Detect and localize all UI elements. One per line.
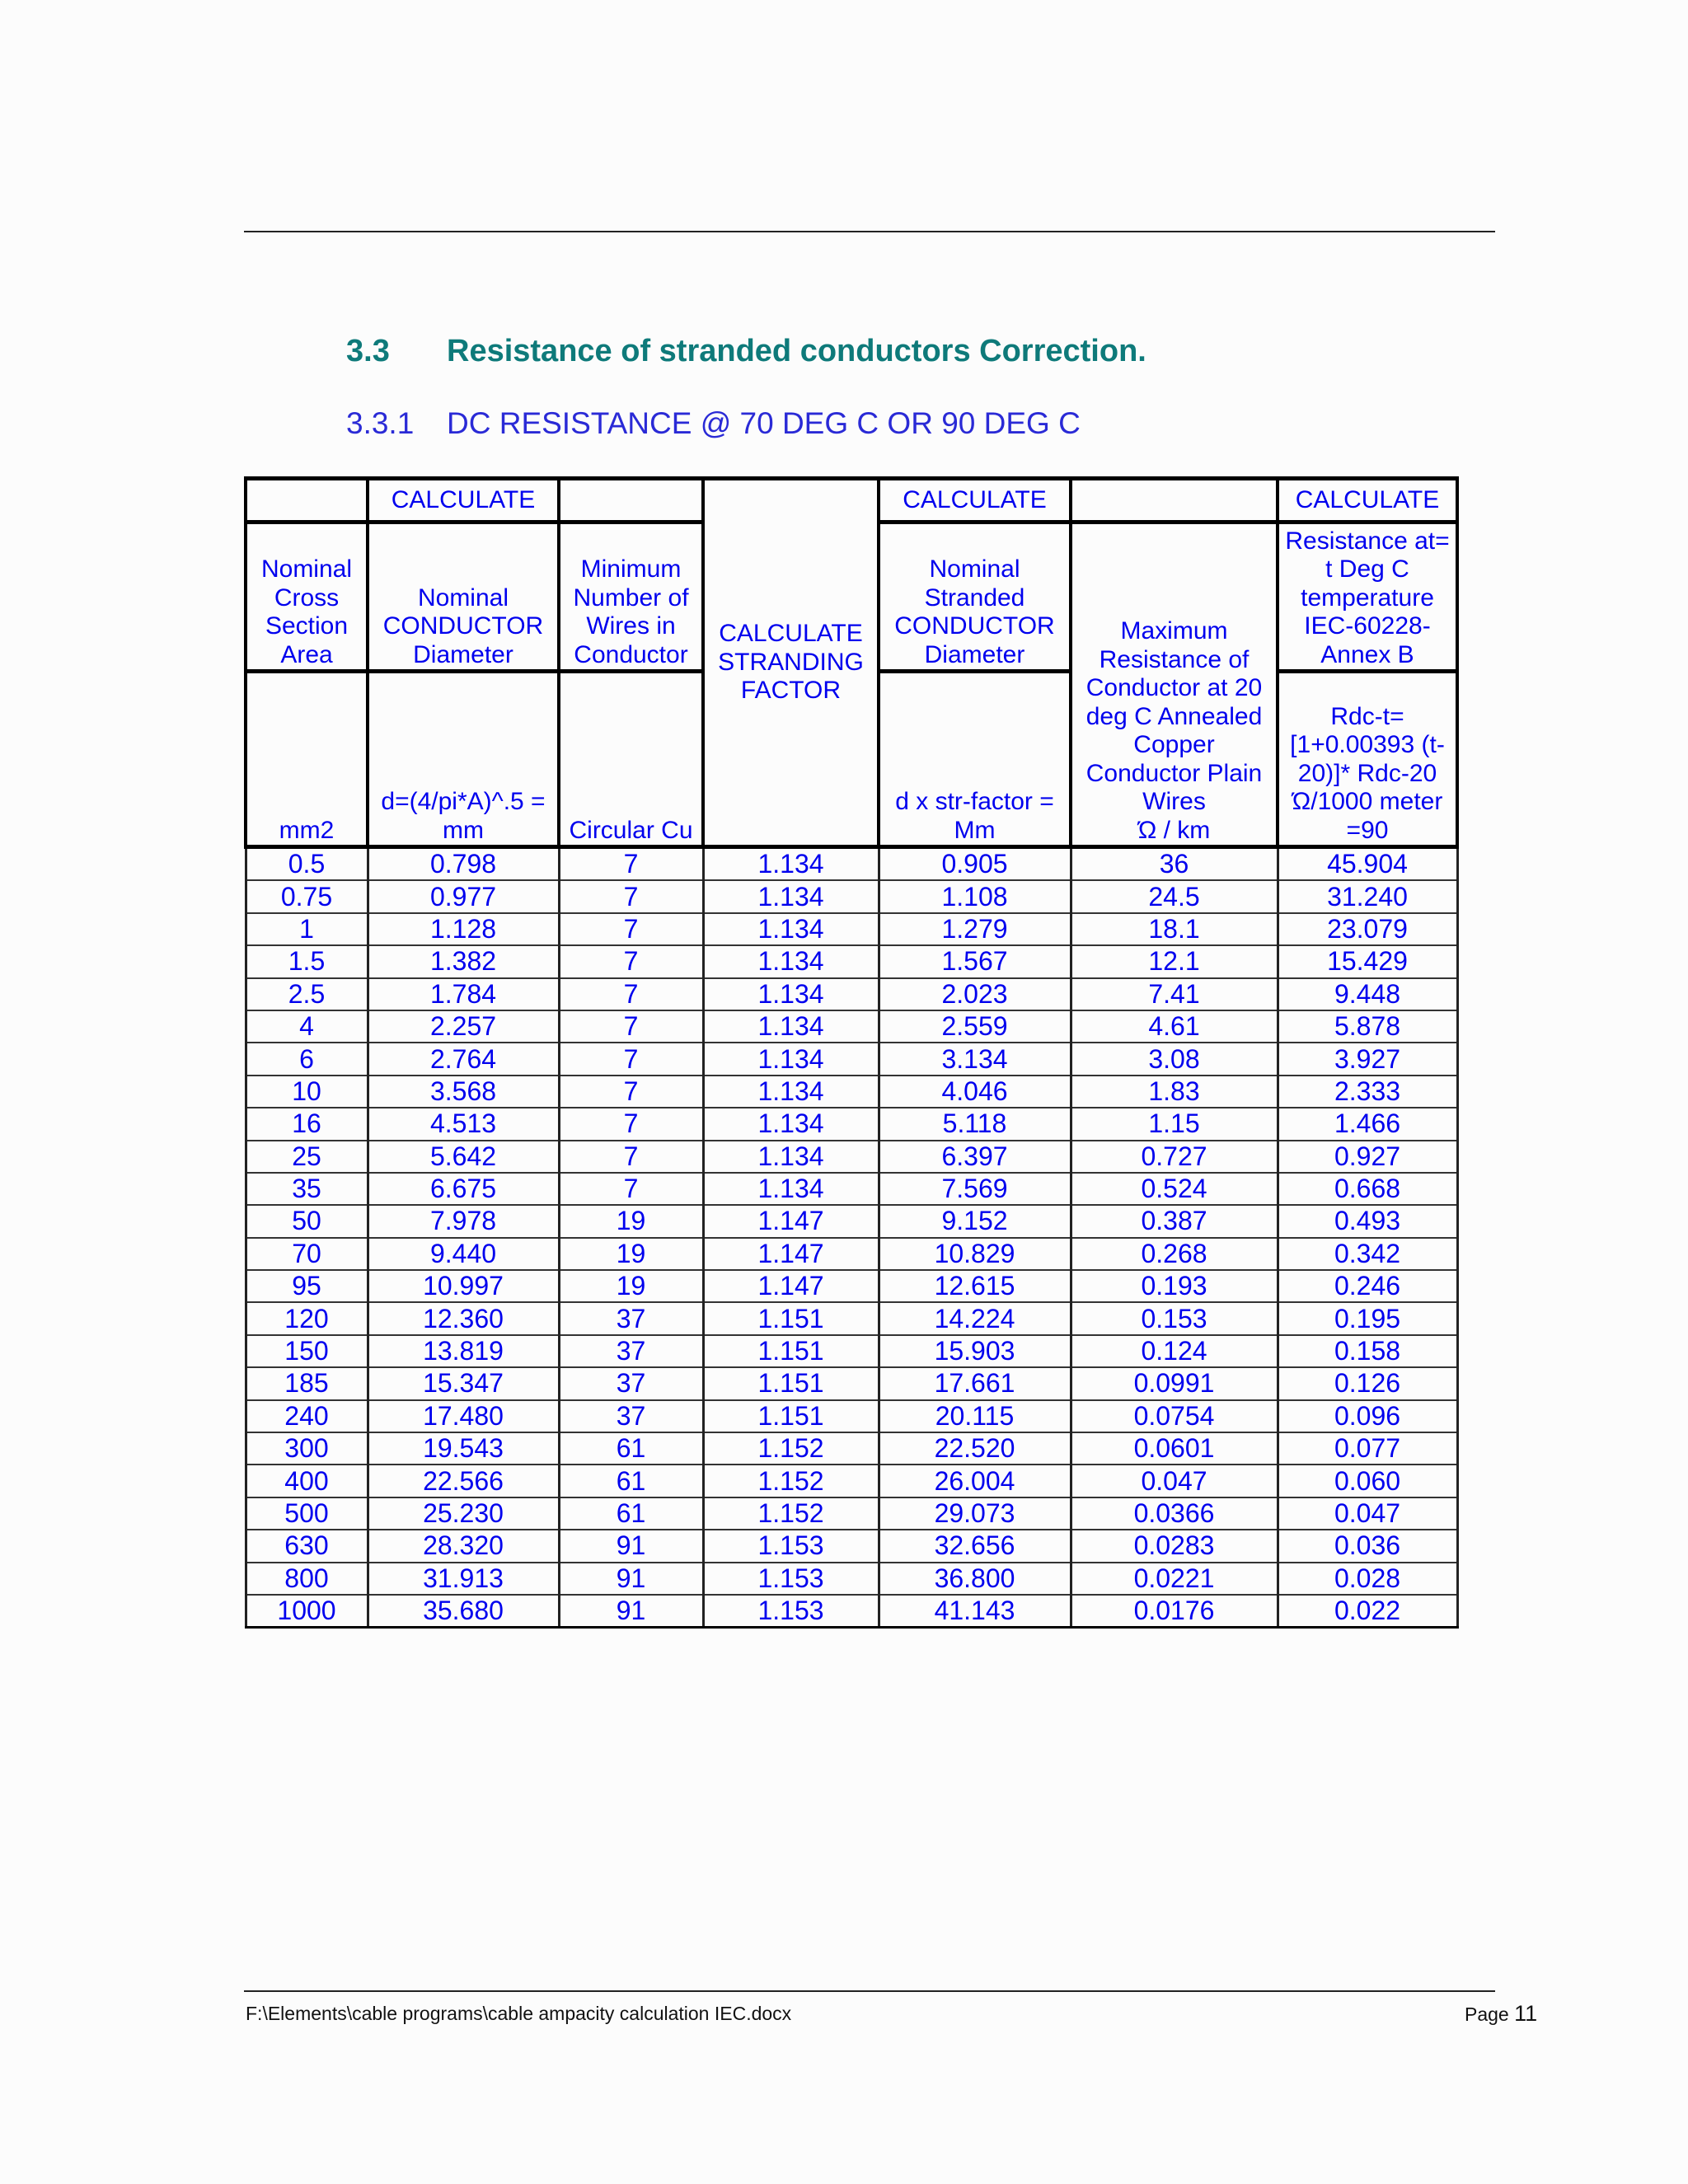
cell-conductor-diameter: 17.480 bbox=[368, 1400, 559, 1432]
cell-max-resistance: 0.727 bbox=[1071, 1141, 1278, 1173]
cell-stranded-diameter: 15.903 bbox=[879, 1335, 1071, 1367]
header-resistance-t: Resistance at= t Deg C temperature IEC-60228-Annex B bbox=[1278, 523, 1457, 672]
cell-conductor-diameter: 25.230 bbox=[368, 1497, 559, 1530]
table-row bbox=[246, 1010, 1457, 1043]
cell-max-resistance: 0.0754 bbox=[1071, 1400, 1278, 1432]
cell-stranded-diameter: 41.143 bbox=[879, 1595, 1071, 1628]
cell-wires: 7 bbox=[559, 1076, 703, 1108]
table-body bbox=[246, 847, 1457, 1628]
cell-max-resistance: 4.61 bbox=[1071, 1010, 1278, 1043]
cell-wires: 7 bbox=[559, 847, 703, 881]
cell-wires: 61 bbox=[559, 1432, 703, 1465]
header-max-resistance-unit: Ώ / km bbox=[1137, 816, 1211, 844]
table-row bbox=[246, 1205, 1457, 1237]
cell-conductor-diameter: 5.642 bbox=[368, 1141, 559, 1173]
cell-stranding-factor: 1.153 bbox=[703, 1530, 879, 1562]
cell-stranded-diameter: 14.224 bbox=[879, 1302, 1071, 1334]
cell-wires: 37 bbox=[559, 1367, 703, 1399]
cell-cross-section: 630 bbox=[246, 1530, 368, 1562]
cell-stranding-factor: 1.134 bbox=[703, 978, 879, 1010]
cell-max-resistance: 0.524 bbox=[1071, 1173, 1278, 1205]
section-title: Resistance of stranded conductors Correction. bbox=[447, 334, 1146, 368]
cell-wires: 7 bbox=[559, 1141, 703, 1173]
cell-conductor-diameter: 31.913 bbox=[368, 1563, 559, 1595]
table-row bbox=[246, 1270, 1457, 1302]
table-row bbox=[246, 1076, 1457, 1108]
cell-stranded-diameter: 9.152 bbox=[879, 1205, 1071, 1237]
cell-resistance-t: 0.927 bbox=[1278, 1141, 1457, 1173]
table-row bbox=[246, 945, 1457, 977]
cell-resistance-t: 0.028 bbox=[1278, 1563, 1457, 1595]
calculate-label-diameter: CALCULATE bbox=[368, 479, 559, 523]
header-rule bbox=[244, 231, 1495, 232]
table-row bbox=[246, 1173, 1457, 1205]
cell-resistance-t: 0.158 bbox=[1278, 1335, 1457, 1367]
cell-resistance-t: 0.047 bbox=[1278, 1497, 1457, 1530]
cell-max-resistance: 12.1 bbox=[1071, 945, 1278, 977]
cell-resistance-t: 0.126 bbox=[1278, 1367, 1457, 1399]
cell-wires: 19 bbox=[559, 1238, 703, 1270]
cell-stranded-diameter: 20.115 bbox=[879, 1400, 1071, 1432]
header-cross-section: Nominal Cross Section Area bbox=[246, 523, 368, 672]
cell-cross-section: 240 bbox=[246, 1400, 368, 1432]
cell-resistance-t: 45.904 bbox=[1278, 847, 1457, 881]
cell-conductor-diameter: 1.784 bbox=[368, 978, 559, 1010]
page-number: 11 bbox=[1514, 2001, 1538, 2026]
cell-resistance-t: 0.668 bbox=[1278, 1173, 1457, 1205]
table-row bbox=[246, 978, 1457, 1010]
cell-wires: 37 bbox=[559, 1335, 703, 1367]
cell-wires: 37 bbox=[559, 1302, 703, 1334]
footer-rule bbox=[244, 1990, 1495, 1992]
cell-cross-section: 1 bbox=[246, 913, 368, 945]
cell-stranded-diameter: 4.046 bbox=[879, 1076, 1071, 1108]
cell-stranding-factor: 1.134 bbox=[703, 1173, 879, 1205]
cell-resistance-t: 0.060 bbox=[1278, 1465, 1457, 1497]
cell-wires: 19 bbox=[559, 1205, 703, 1237]
cell-resistance-t: 1.466 bbox=[1278, 1108, 1457, 1140]
cell-cross-section: 2.5 bbox=[246, 978, 368, 1010]
cell-stranding-factor: 1.151 bbox=[703, 1400, 879, 1432]
cell-stranded-diameter: 17.661 bbox=[879, 1367, 1071, 1399]
cell-cross-section: 500 bbox=[246, 1497, 368, 1530]
cell-resistance-t: 0.342 bbox=[1278, 1238, 1457, 1270]
cell-max-resistance: 0.387 bbox=[1071, 1205, 1278, 1237]
cell-stranding-factor: 1.152 bbox=[703, 1497, 879, 1530]
cell-stranded-diameter: 1.567 bbox=[879, 945, 1071, 977]
header-max-resistance bbox=[1071, 523, 1278, 847]
cell-stranded-diameter: 22.520 bbox=[879, 1432, 1071, 1465]
cell-max-resistance: 0.0366 bbox=[1071, 1497, 1278, 1530]
cell-conductor-diameter: 22.566 bbox=[368, 1465, 559, 1497]
cell-resistance-t: 23.079 bbox=[1278, 913, 1457, 945]
cell-resistance-t: 31.240 bbox=[1278, 880, 1457, 912]
cell-cross-section: 6 bbox=[246, 1043, 368, 1075]
cell-stranded-diameter: 2.559 bbox=[879, 1010, 1071, 1043]
cell-cross-section: 10 bbox=[246, 1076, 368, 1108]
cell-cross-section: 70 bbox=[246, 1238, 368, 1270]
cell-max-resistance: 0.0601 bbox=[1071, 1432, 1278, 1465]
cell-conductor-diameter: 2.764 bbox=[368, 1043, 559, 1075]
cell-stranded-diameter: 32.656 bbox=[879, 1530, 1071, 1562]
subsection-number: 3.3.1 bbox=[346, 406, 415, 440]
cell-resistance-t: 0.096 bbox=[1278, 1400, 1457, 1432]
cell-stranding-factor: 1.147 bbox=[703, 1238, 879, 1270]
cell-conductor-diameter: 12.360 bbox=[368, 1302, 559, 1334]
table-row bbox=[246, 1400, 1457, 1432]
header-blank-cell bbox=[1071, 479, 1278, 523]
cell-stranding-factor: 1.134 bbox=[703, 1010, 879, 1043]
table-row bbox=[246, 1497, 1457, 1530]
cell-cross-section: 400 bbox=[246, 1465, 368, 1497]
cell-stranding-factor: 1.134 bbox=[703, 945, 879, 977]
cell-conductor-diameter: 0.977 bbox=[368, 880, 559, 912]
cell-stranding-factor: 1.151 bbox=[703, 1302, 879, 1334]
cell-wires: 91 bbox=[559, 1563, 703, 1595]
formula-stranded-diameter: d x str-factor = Mm bbox=[879, 672, 1071, 847]
cell-wires: 7 bbox=[559, 978, 703, 1010]
cell-stranded-diameter: 2.023 bbox=[879, 978, 1071, 1010]
cell-wires: 7 bbox=[559, 880, 703, 912]
cell-cross-section: 0.75 bbox=[246, 880, 368, 912]
table-row bbox=[246, 1302, 1457, 1334]
cell-conductor-diameter: 2.257 bbox=[368, 1010, 559, 1043]
table-row bbox=[246, 1238, 1457, 1270]
header-stranded-diameter: Nominal Stranded CONDUCTOR Diameter bbox=[879, 523, 1071, 672]
cell-wires: 7 bbox=[559, 1108, 703, 1140]
section-heading bbox=[346, 334, 1146, 369]
cell-cross-section: 35 bbox=[246, 1173, 368, 1205]
dc-resistance-table bbox=[244, 476, 1459, 1629]
cell-conductor-diameter: 0.798 bbox=[368, 847, 559, 881]
cell-stranding-factor: 1.152 bbox=[703, 1465, 879, 1497]
cell-wires: 7 bbox=[559, 913, 703, 945]
cell-conductor-diameter: 9.440 bbox=[368, 1238, 559, 1270]
cell-conductor-diameter: 15.347 bbox=[368, 1367, 559, 1399]
cell-stranding-factor: 1.134 bbox=[703, 880, 879, 912]
cell-cross-section: 1.5 bbox=[246, 945, 368, 977]
table-row bbox=[246, 847, 1457, 881]
cell-stranding-factor: 1.134 bbox=[703, 1043, 879, 1075]
header-max-resistance-label: Maximum Resistance of Conductor at 20 deg C Annealed Copper Conductor Plain Wires bbox=[1085, 617, 1263, 815]
cell-wires: 37 bbox=[559, 1400, 703, 1432]
subsection-title: DC RESISTANCE @ 70 DEG C OR 90 DEG C bbox=[447, 406, 1081, 440]
cell-resistance-t: 0.036 bbox=[1278, 1530, 1457, 1562]
cell-max-resistance: 0.0991 bbox=[1071, 1367, 1278, 1399]
table-row bbox=[246, 1367, 1457, 1399]
cell-wires: 7 bbox=[559, 1010, 703, 1043]
cell-cross-section: 4 bbox=[246, 1010, 368, 1043]
cell-max-resistance: 0.0176 bbox=[1071, 1595, 1278, 1628]
cell-resistance-t: 0.022 bbox=[1278, 1595, 1457, 1628]
cell-cross-section: 16 bbox=[246, 1108, 368, 1140]
unit-cross-section: mm2 bbox=[246, 672, 368, 847]
cell-stranded-diameter: 6.397 bbox=[879, 1141, 1071, 1173]
header-stranding-factor: CALCULATE STRANDING FACTOR bbox=[703, 479, 879, 847]
cell-stranding-factor: 1.153 bbox=[703, 1595, 879, 1628]
cell-stranded-diameter: 12.615 bbox=[879, 1270, 1071, 1302]
cell-wires: 7 bbox=[559, 945, 703, 977]
cell-stranding-factor: 1.134 bbox=[703, 913, 879, 945]
cell-max-resistance: 1.83 bbox=[1071, 1076, 1278, 1108]
cell-stranded-diameter: 1.108 bbox=[879, 880, 1071, 912]
cell-stranded-diameter: 36.800 bbox=[879, 1563, 1071, 1595]
cell-conductor-diameter: 13.819 bbox=[368, 1335, 559, 1367]
cell-max-resistance: 0.0221 bbox=[1071, 1563, 1278, 1595]
cell-stranding-factor: 1.134 bbox=[703, 1076, 879, 1108]
cell-resistance-t: 3.927 bbox=[1278, 1043, 1457, 1075]
page-label: Page bbox=[1465, 2004, 1509, 2025]
cell-stranded-diameter: 3.134 bbox=[879, 1043, 1071, 1075]
cell-resistance-t: 5.878 bbox=[1278, 1010, 1457, 1043]
table-row bbox=[246, 1595, 1457, 1628]
cell-stranding-factor: 1.147 bbox=[703, 1270, 879, 1302]
cell-cross-section: 300 bbox=[246, 1432, 368, 1465]
header-blank-cell bbox=[246, 479, 368, 523]
table-row bbox=[246, 1141, 1457, 1173]
cell-conductor-diameter: 1.128 bbox=[368, 913, 559, 945]
cell-max-resistance: 36 bbox=[1071, 847, 1278, 881]
cell-stranding-factor: 1.134 bbox=[703, 1108, 879, 1140]
cell-conductor-diameter: 10.997 bbox=[368, 1270, 559, 1302]
table-row bbox=[246, 1530, 1457, 1562]
cell-stranded-diameter: 1.279 bbox=[879, 913, 1071, 945]
table-row bbox=[246, 1563, 1457, 1595]
table-row bbox=[246, 1108, 1457, 1140]
cell-conductor-diameter: 19.543 bbox=[368, 1432, 559, 1465]
cell-conductor-diameter: 4.513 bbox=[368, 1108, 559, 1140]
section-number: 3.3 bbox=[346, 334, 390, 368]
cell-max-resistance: 0.193 bbox=[1071, 1270, 1278, 1302]
cell-stranding-factor: 1.151 bbox=[703, 1335, 879, 1367]
cell-max-resistance: 18.1 bbox=[1071, 913, 1278, 945]
cell-max-resistance: 3.08 bbox=[1071, 1043, 1278, 1075]
header-conductor-diameter: Nominal CONDUCTOR Diameter bbox=[368, 523, 559, 672]
formula-conductor-diameter: d=(4/pi*A)^.5 = mm bbox=[368, 672, 559, 847]
cell-wires: 61 bbox=[559, 1497, 703, 1530]
cell-cross-section: 25 bbox=[246, 1141, 368, 1173]
cell-wires: 61 bbox=[559, 1465, 703, 1497]
table-row bbox=[246, 1043, 1457, 1075]
cell-max-resistance: 0.268 bbox=[1071, 1238, 1278, 1270]
cell-conductor-diameter: 28.320 bbox=[368, 1530, 559, 1562]
cell-resistance-t: 9.448 bbox=[1278, 978, 1457, 1010]
cell-stranding-factor: 1.134 bbox=[703, 847, 879, 881]
cell-max-resistance: 24.5 bbox=[1071, 880, 1278, 912]
cell-max-resistance: 7.41 bbox=[1071, 978, 1278, 1010]
cell-resistance-t: 0.493 bbox=[1278, 1205, 1457, 1237]
cell-conductor-diameter: 1.382 bbox=[368, 945, 559, 977]
cell-resistance-t: 0.195 bbox=[1278, 1302, 1457, 1334]
header-blank-cell bbox=[559, 479, 703, 523]
cell-max-resistance: 0.0283 bbox=[1071, 1530, 1278, 1562]
cell-cross-section: 120 bbox=[246, 1302, 368, 1334]
cell-wires: 91 bbox=[559, 1530, 703, 1562]
cell-resistance-t: 15.429 bbox=[1278, 945, 1457, 977]
table-row bbox=[246, 1335, 1457, 1367]
cell-conductor-diameter: 6.675 bbox=[368, 1173, 559, 1205]
cell-stranded-diameter: 29.073 bbox=[879, 1497, 1071, 1530]
cell-cross-section: 800 bbox=[246, 1563, 368, 1595]
cell-stranded-diameter: 0.905 bbox=[879, 847, 1071, 881]
cell-stranded-diameter: 10.829 bbox=[879, 1238, 1071, 1270]
cell-resistance-t: 0.077 bbox=[1278, 1432, 1457, 1465]
table-row bbox=[246, 1465, 1457, 1497]
table-row bbox=[246, 880, 1457, 912]
cell-wires: 91 bbox=[559, 1595, 703, 1628]
cell-max-resistance: 0.124 bbox=[1071, 1335, 1278, 1367]
table-row bbox=[246, 913, 1457, 945]
cell-wires: 19 bbox=[559, 1270, 703, 1302]
footer-file-path: F:\Elements\cable programs\cable ampacity calculation IEC.docx bbox=[246, 2003, 792, 2024]
header-wires: Minimum Number of Wires in Conductor bbox=[559, 523, 703, 672]
cell-conductor-diameter: 7.978 bbox=[368, 1205, 559, 1237]
cell-stranded-diameter: 26.004 bbox=[879, 1465, 1071, 1497]
cell-cross-section: 185 bbox=[246, 1367, 368, 1399]
table-row bbox=[246, 1432, 1457, 1465]
cell-wires: 7 bbox=[559, 1173, 703, 1205]
cell-resistance-t: 2.333 bbox=[1278, 1076, 1457, 1108]
cell-cross-section: 150 bbox=[246, 1335, 368, 1367]
subsection-heading bbox=[346, 406, 1081, 441]
cell-stranding-factor: 1.134 bbox=[703, 1141, 879, 1173]
cell-max-resistance: 1.15 bbox=[1071, 1108, 1278, 1140]
cell-stranding-factor: 1.153 bbox=[703, 1563, 879, 1595]
cell-cross-section: 1000 bbox=[246, 1595, 368, 1628]
cell-stranding-factor: 1.151 bbox=[703, 1367, 879, 1399]
footer-page bbox=[1465, 2001, 1537, 2027]
cell-cross-section: 50 bbox=[246, 1205, 368, 1237]
cell-stranded-diameter: 5.118 bbox=[879, 1108, 1071, 1140]
cell-cross-section: 0.5 bbox=[246, 847, 368, 881]
cell-max-resistance: 0.047 bbox=[1071, 1465, 1278, 1497]
cell-stranding-factor: 1.152 bbox=[703, 1432, 879, 1465]
cell-stranding-factor: 1.147 bbox=[703, 1205, 879, 1237]
cell-resistance-t: 0.246 bbox=[1278, 1270, 1457, 1302]
cell-stranded-diameter: 7.569 bbox=[879, 1173, 1071, 1205]
calculate-label-stranded: CALCULATE bbox=[879, 479, 1071, 523]
calculate-label-resistance: CALCULATE bbox=[1278, 479, 1457, 523]
formula-resistance-t: Rdc-t= [1+0.00393 (t-20)]* Rdc-20 Ώ/1000 meter =90 bbox=[1278, 672, 1457, 847]
cell-wires: 7 bbox=[559, 1043, 703, 1075]
unit-wires: Circular Cu bbox=[559, 672, 703, 847]
cell-conductor-diameter: 3.568 bbox=[368, 1076, 559, 1108]
cell-max-resistance: 0.153 bbox=[1071, 1302, 1278, 1334]
cell-conductor-diameter: 35.680 bbox=[368, 1595, 559, 1628]
cell-cross-section: 95 bbox=[246, 1270, 368, 1302]
